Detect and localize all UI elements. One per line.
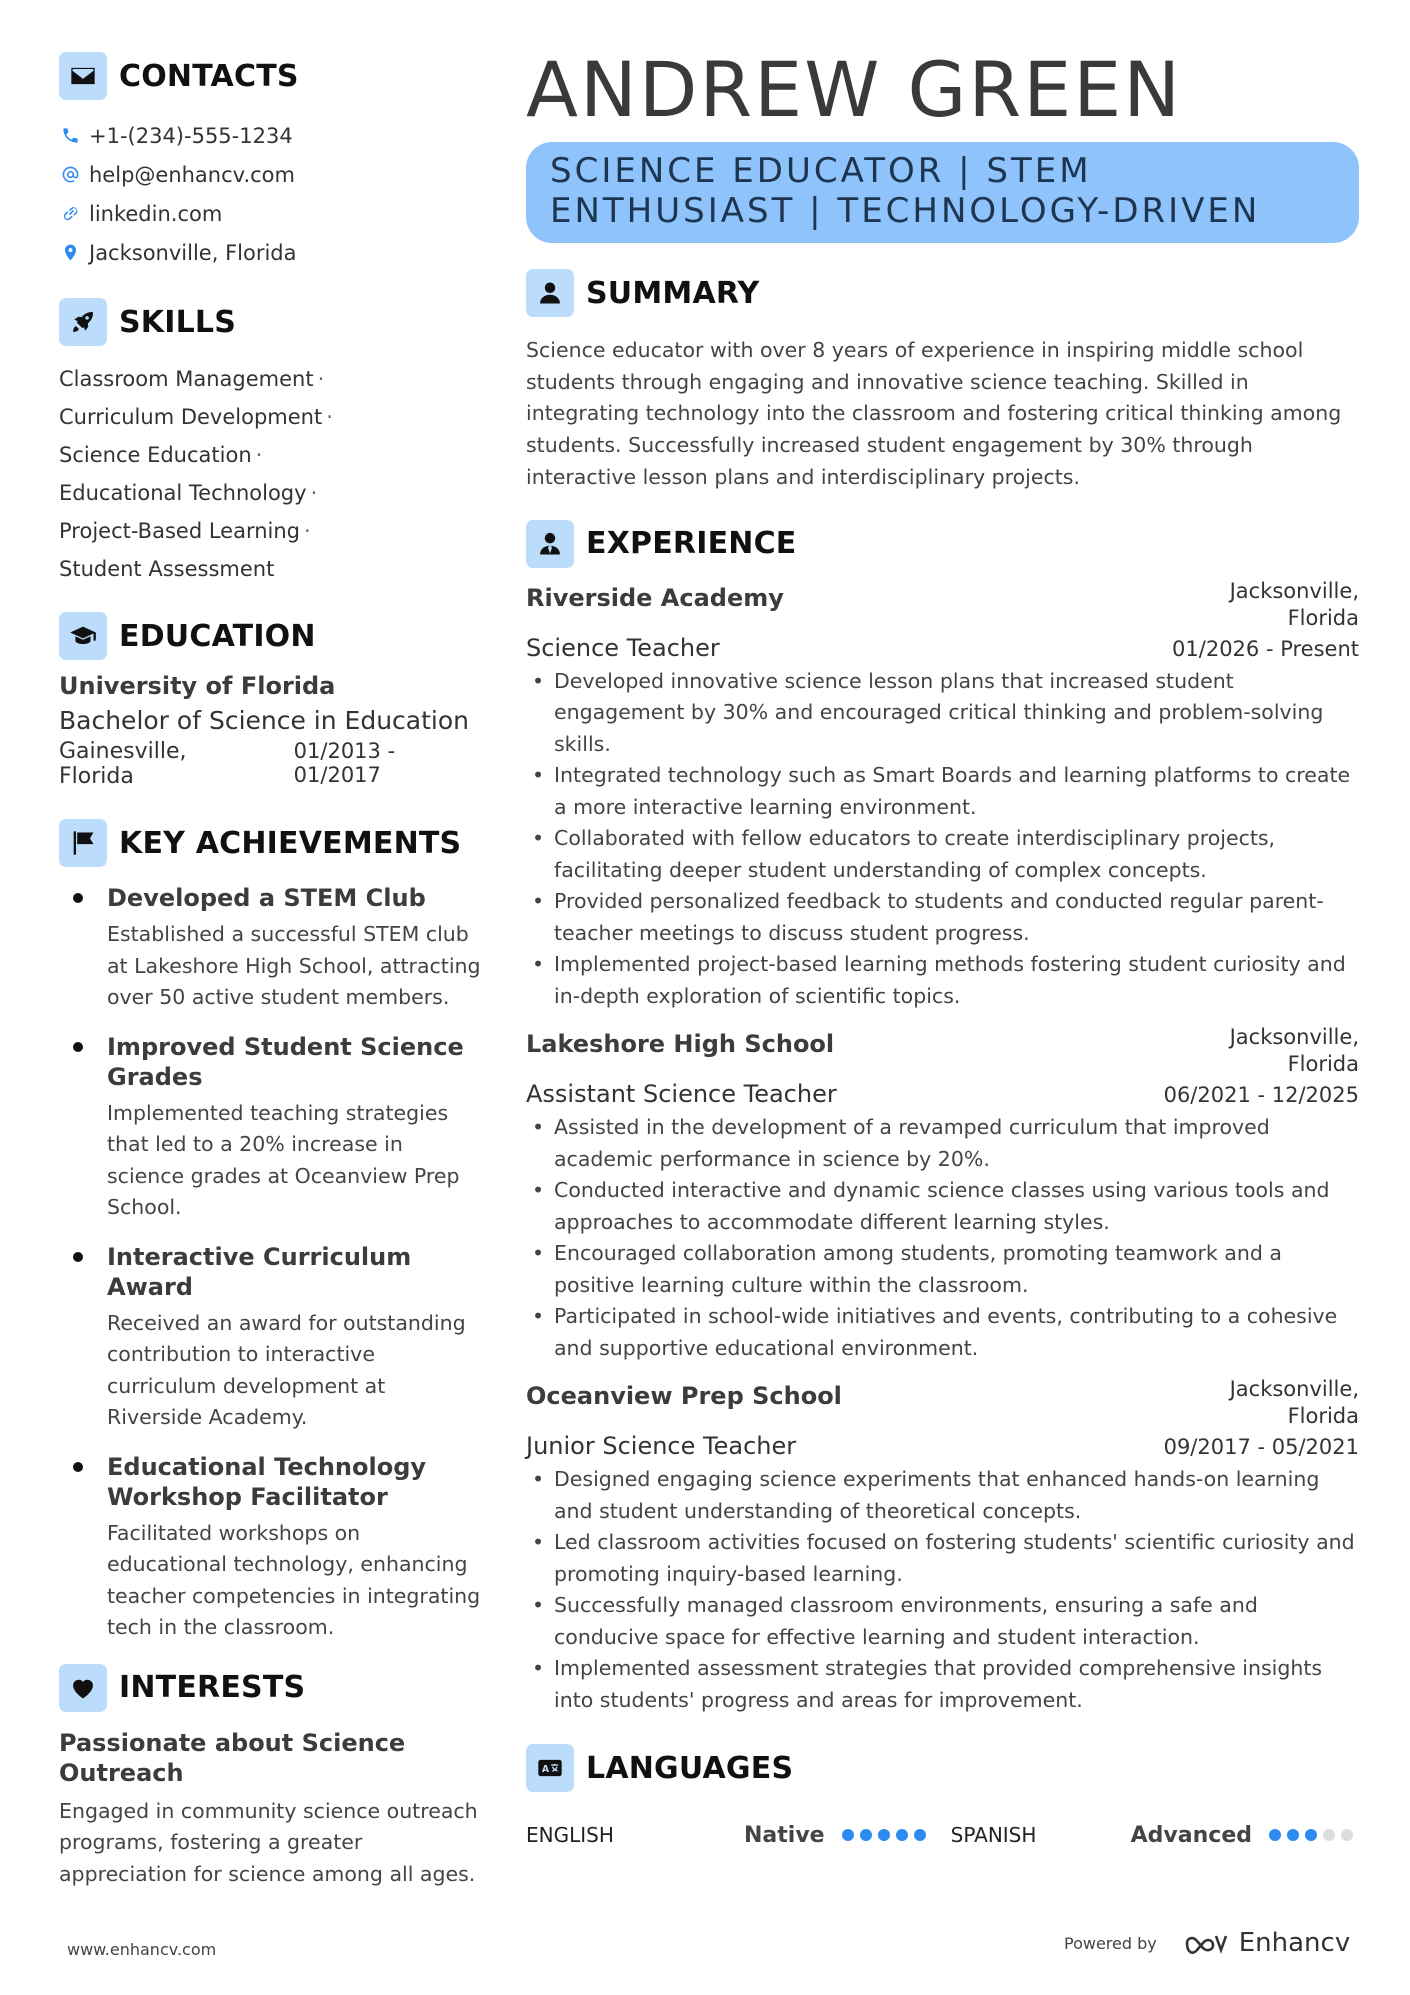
languages-title: LANGUAGES [586,1750,794,1786]
job-bullet: • Provided personalized feedback to students and conducted regular parent-teacher meetings to discuss student progress. [526,886,1359,949]
link-icon [59,203,81,225]
phone-text: +1-(234)-555-1234 [89,123,293,148]
job-bullet: • Implemented assessment strategies that provided comprehensive insights into students' progress and areas for improvement. [526,1653,1359,1716]
skills-list [59,360,481,588]
language-level: Native [744,1822,825,1848]
achievements-header [59,817,481,869]
powered-by-text: Powered by [1064,1933,1157,1953]
footer-branding [1064,1928,1350,1958]
contact-phone[interactable] [59,116,481,155]
job-bullets [526,1464,1359,1716]
bullet-icon [73,1042,83,1052]
interests-header [59,1662,481,1714]
candidate-name: ANDREW GREEN [526,45,1183,134]
interest-desc: Engaged in community science outreach programs, fostering a greater appreciation for science among all ages. [59,1798,478,1886]
achievement-title: Interactive Curriculum Award [107,1242,412,1301]
edu-degree: Bachelor of Science in Education [59,706,470,735]
rating-dot-filled [1305,1829,1317,1841]
translate-icon [526,1744,574,1792]
job-bullets [526,1112,1359,1364]
job-dates: 01/2026 - Present [1172,636,1359,661]
achievement-desc: Implemented teaching strategies that led to a 20% increase in science grades at Oceanview Prep School. [107,1100,460,1219]
rating-dot-empty [1341,1829,1353,1841]
job-bullet: • Designed engaging science experiments that enhanced hands-on learning and student understanding of theoretical concepts. [526,1464,1359,1527]
job-location: Jacksonville, Florida [1229,1377,1359,1429]
contacts-header [59,50,481,102]
bullet-icon [73,1252,83,1262]
summary-header [526,267,1359,319]
rating-dot-empty [1323,1829,1335,1841]
achievement-item [59,1242,481,1434]
svg-text:A: A [541,1764,550,1776]
flag-icon [59,819,107,867]
language-level: Advanced [1130,1822,1252,1848]
headline-title: SCIENCE EDUCATOR | STEM ENTHUSIAST | TECHNOLOGY-DRIVEN [526,142,1359,243]
edu-location: Gainesville, Florida [59,739,187,789]
language-item [526,1823,951,1848]
edu-dates: 01/2013 - 01/2017 [293,739,396,787]
achievement-item [59,883,481,1014]
skill-item: Student Assessment [59,557,275,581]
achievement-item [59,1452,481,1644]
education-header [59,610,481,662]
enhancv-logo-icon [1183,1930,1229,1956]
job-bullet: • Led classroom activities focused on fostering students' scientific curiosity and promoting inquiry-based learning. [526,1527,1359,1590]
bullet-icon [73,1462,83,1472]
rating-dot-filled [1287,1829,1299,1841]
contact-list [59,116,481,272]
job-role: Junior Science Teacher [526,1432,797,1461]
language-name: SPANISH [950,1823,1037,1848]
envelope-icon [59,52,107,100]
right-column [526,45,1359,1852]
heart-icon [59,1664,107,1712]
summary-title: SUMMARY [586,275,760,311]
job-location: Jacksonville, Florida [1229,1025,1359,1077]
achievement-desc: Facilitated workshops on educational technology, enhancing teacher competencies in integrating tech in the classroom. [107,1520,481,1639]
rating-dot-filled [878,1829,890,1841]
skill-item: Project-Based Learning · [59,519,311,543]
achievements-title: KEY ACHIEVEMENTS [119,825,462,861]
briefcase-user-icon [526,520,574,568]
footer-website[interactable]: www.enhancv.com [67,1940,217,1959]
language-rating [842,1829,932,1841]
achievement-item [59,1032,481,1224]
rating-dot-filled [842,1829,854,1841]
skill-item: Classroom Management · [59,367,325,391]
skill-item: Educational Technology · [59,481,318,505]
graduation-cap-icon [59,612,107,660]
interest-title: Passionate about Science Outreach [59,1728,406,1787]
job-bullet: • Participated in school-wide initiatives and events, contributing to a cohesive and supportive educational environment. [526,1301,1359,1364]
achievement-title: Developed a STEM Club [107,884,426,912]
job-dates: 06/2021 - 12/2025 [1163,1083,1359,1108]
contact-location [59,233,481,272]
rating-dot-filled [896,1829,908,1841]
language-rating [1269,1829,1359,1841]
job-bullet: • Integrated technology such as Smart Boards and learning platforms to create a more interactive learning environment. [526,760,1359,823]
rocket-icon [59,298,107,346]
rating-dot-filled [914,1829,926,1841]
job-bullet: • Implemented project-based learning methods fostering student curiosity and in-depth exploration of scientific topics. [526,949,1359,1012]
edu-meta [59,739,481,789]
achievement-title: Improved Student Science Grades [107,1032,464,1091]
skills-header [59,296,481,348]
job-role: Science Teacher [526,633,720,662]
contacts-title: CONTACTS [119,58,299,94]
map-pin-icon [59,242,81,264]
location-text: Jacksonville, Florida [89,240,297,265]
job-bullets [526,666,1359,1013]
user-icon [526,269,574,317]
language-item [951,1823,1359,1848]
skill-item: Science Education · [59,443,263,467]
enhancv-logo[interactable] [1183,1928,1350,1958]
brand-text: Enhancv [1238,1928,1351,1958]
job-company: Oceanview Prep School [526,1382,842,1411]
job-role: Assistant Science Teacher [526,1080,837,1109]
skill-item: Curriculum Development · [59,405,333,429]
job-bullet: • Conducted interactive and dynamic science classes using various tools and approaches to accommodate different learning styles. [526,1175,1359,1238]
rating-dot-filled [860,1829,872,1841]
at-icon [59,164,81,186]
job-bullet: • Encouraged collaboration among students, promoting teamwork and a positive learning culture within the classroom. [526,1238,1359,1301]
achievement-desc: Received an award for outstanding contribution to interactive curriculum development at Riverside Academy. [107,1310,466,1429]
rating-dot-filled [1269,1829,1281,1841]
job-dates: 09/2017 - 05/2021 [1163,1435,1359,1460]
job-location: Jacksonville, Florida [1229,578,1359,630]
contact-linkedin[interactable] [59,194,481,233]
job-bullet: • Successfully managed classroom environments, ensuring a safe and conducive space for effective learning and student interaction. [526,1590,1359,1653]
languages-row [526,1818,1359,1852]
education-title: EDUCATION [119,618,316,654]
phone-icon [59,125,81,147]
edu-school: University of Florida [59,672,336,700]
left-column [59,50,481,1890]
languages-header [526,1742,1359,1794]
bullet-icon [73,893,83,903]
achievement-desc: Established a successful STEM club at Lakeshore High School, attracting over 50 active student members. [107,922,481,1009]
job-entry [526,578,1359,1013]
interests-title: INTERESTS [119,1670,306,1705]
contact-email[interactable] [59,155,481,194]
linkedin-text: linkedin.com [89,201,223,226]
job-entry [526,1376,1359,1716]
achievement-title: Educational Technology Workshop Facilitator [107,1452,427,1511]
skills-title: SKILLS [119,304,237,340]
email-text: help@enhancv.com [89,162,295,187]
experience-title: EXPERIENCE [586,526,797,562]
job-bullet: • Collaborated with fellow educators to create interdisciplinary projects, facilitating deeper student understanding of complex concepts. [526,823,1359,886]
summary-text: Science educator with over 8 years of experience in inspiring middle school students through engaging and innovative science teaching. Skilled in integrating technology into the classroom and fostering critical thinking among students. Successfully increased student engagement by 30% through interactive lesson plans and interdisciplinary projects. [526,338,1342,489]
job-company: Riverside Academy [526,583,784,612]
experience-header [526,518,1359,570]
job-company: Lakeshore High School [526,1030,835,1059]
job-bullet: • Assisted in the development of a revamped curriculum that improved academic performance in science by 20%. [526,1112,1359,1175]
achievements-list [59,883,481,1644]
job-entry [526,1024,1359,1364]
job-bullet: • Developed innovative science lesson plans that increased student engagement by 30% and encouraged critical thinking and problem-solving skills. [526,666,1359,761]
language-name: ENGLISH [526,1823,614,1848]
